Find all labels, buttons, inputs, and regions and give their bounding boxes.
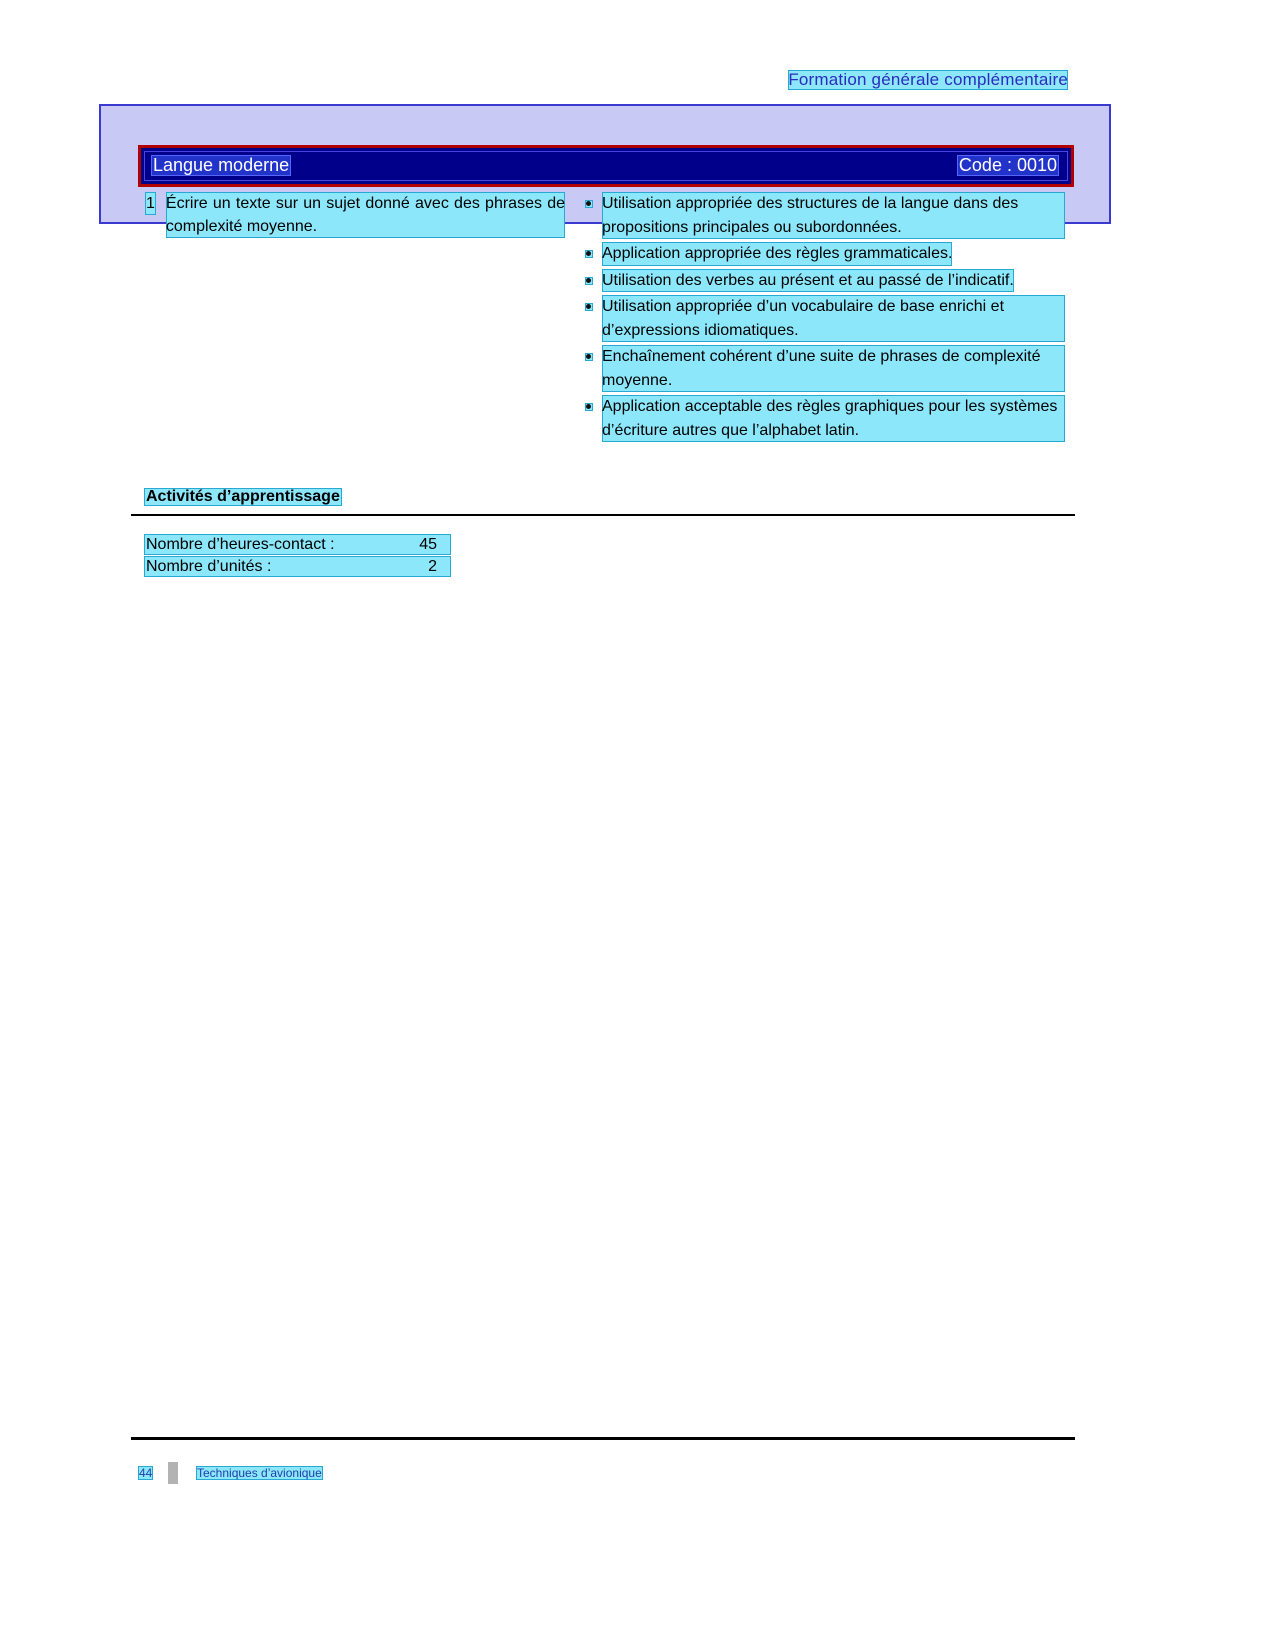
competency-title-band — [138, 145, 1074, 187]
activities-row-label: Nombre d’unités : — [146, 558, 272, 575]
criteria-text: Enchaînement cohérent d’une suite de phrases de complexité moyenne. — [602, 345, 1065, 392]
objective-number: 1 — [145, 192, 156, 215]
bullet-icon — [585, 277, 593, 285]
competency-code: Code : 0010 — [958, 155, 1057, 175]
activities-row-label: Nombre d’heures-contact : — [146, 536, 335, 553]
criteria-item — [585, 295, 1065, 342]
activities-row-value: 2 — [428, 558, 437, 575]
footer-document-title: Techniques d’avionique — [197, 1466, 322, 1480]
criteria-item — [585, 395, 1065, 442]
competency-left-column — [145, 192, 565, 238]
criteria-item — [585, 242, 1065, 266]
objective-text: Écrire un texte sur un sujet donné avec des phrases de complexité moyenne. — [166, 192, 565, 238]
competency-title: Langue moderne — [153, 155, 290, 175]
footer-divider — [131, 1437, 1075, 1440]
competency-right-column — [585, 192, 1065, 445]
criteria-text: Application acceptable des règles graphiques pour les systèmes d’écriture autres que l’alphabet latin. — [602, 395, 1065, 442]
bullet-icon — [585, 250, 593, 258]
activities-row-value: 45 — [419, 536, 437, 553]
criteria-item — [585, 345, 1065, 392]
criteria-item — [585, 269, 1065, 293]
criteria-text: Utilisation appropriée des structures de la langue dans des propositions principales ou subordonnées. — [602, 192, 1065, 239]
running-head: Formation générale complémentaire — [788, 70, 1068, 89]
bullet-icon — [585, 303, 593, 311]
footer-separator-mark — [168, 1462, 178, 1484]
activities-row — [144, 556, 451, 577]
activities-title: Activités d’apprentissage — [146, 488, 340, 505]
criteria-item — [585, 192, 1065, 239]
activities-row — [144, 534, 451, 555]
bullet-icon — [585, 353, 593, 361]
criteria-text: Application appropriée des règles grammaticales. — [602, 242, 952, 266]
objective-row — [145, 192, 565, 238]
footer-page-number: 44 — [139, 1466, 153, 1480]
bullet-icon — [585, 200, 593, 208]
criteria-text: Utilisation appropriée d’un vocabulaire de base enrichi et d’expressions idiomatiques. — [602, 295, 1065, 342]
activities-divider — [131, 514, 1075, 516]
activities-table — [144, 534, 451, 578]
bullet-icon — [585, 403, 593, 411]
criteria-text: Utilisation des verbes au présent et au passé de l’indicatif. — [602, 269, 1014, 293]
